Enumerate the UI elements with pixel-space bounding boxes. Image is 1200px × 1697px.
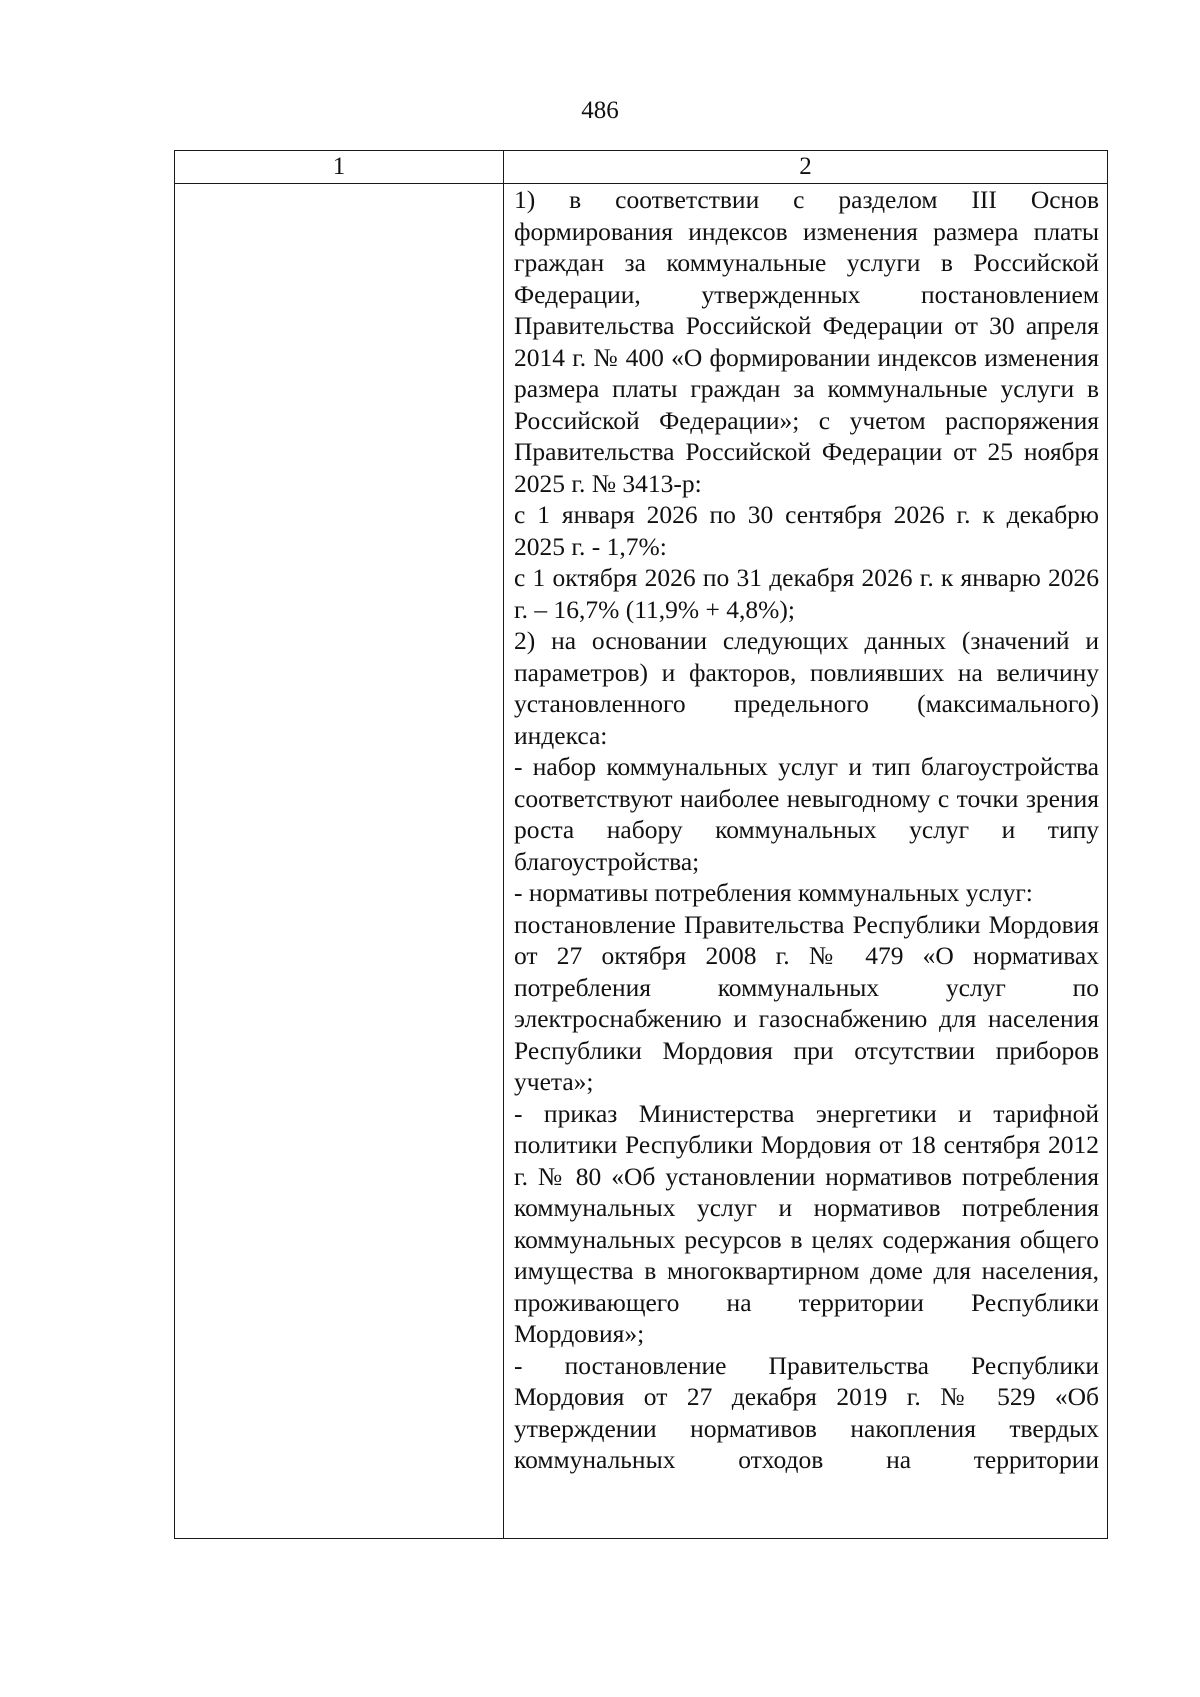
paragraph-7: постановление Правительства Республики Мордовия от 27 октября 2008 г. № 479 «О нормативах потребления коммунальных услуг по электроснабжению и газоснабжению для населения Республики Мордовия при отсутствии приборов учета»; — [514, 909, 1099, 1096]
paragraph-5: - набор коммунальных услуг и тип благоустройства соответствуют наиболее невыгодному с точки зрения роста набору коммунальных услуг и типу благоустройства; — [514, 752, 1099, 876]
column-2-cell — [504, 184, 1108, 1539]
table-header-row — [175, 151, 1108, 184]
paragraph-9: - постановление Правительства Республики Мордовия от 27 декабря 2019 г. № 529 «Об утверждении нормативов накопления твердых коммунальных отходов на территории — [514, 1350, 1099, 1474]
table-row — [175, 184, 1108, 1539]
column-header-2: 2 — [504, 151, 1108, 184]
paragraph-2: с 1 января 2026 по 30 сентября 2026 г. к декабрю 2025 г. - 1,7%: — [514, 500, 1099, 561]
page-number: 486 — [581, 97, 619, 124]
paragraph-1: 1) в соответствии с разделом III Основ формирования индексов изменения размера платы граждан за коммунальные услуги в Российской Федерации, утвержденных постановлением Правительства Российской Федерации от 30 апреля 2014 г. № 400 «О формировании индексов изменения размера платы граждан за коммунальные услуги в Российской Федерации»; с учетом распоряжения Правительства Российской Федерации от 25 ноября 2025 г. № 3413-р: — [514, 185, 1099, 498]
paragraph-3: с 1 октября 2026 по 31 декабря 2026 г. к январю 2026 г. – 16,7% (11,9% + 4,8%); — [514, 563, 1099, 624]
column-1-cell — [175, 184, 504, 1539]
paragraph-6: - нормативы потребления коммунальных услуг: — [514, 878, 1033, 907]
paragraph-8: - приказ Министерства энергетики и тарифной политики Республики Мордовия от 18 сентября 2012 г. № 80 «Об установлении нормативов потребления коммунальных услуг и нормативов потребления коммунальных ресурсов в целях содержания общего имущества в многоквартирном доме для населения, проживающего на территории Республики Мордовия»; — [514, 1098, 1099, 1348]
column-header-1: 1 — [175, 151, 504, 184]
paragraph-4: 2) на основании следующих данных (значений и параметров) и факторов, повлиявших на величину установленного предельного (максимального) индекса: — [514, 626, 1099, 750]
document-table — [174, 150, 1108, 1539]
